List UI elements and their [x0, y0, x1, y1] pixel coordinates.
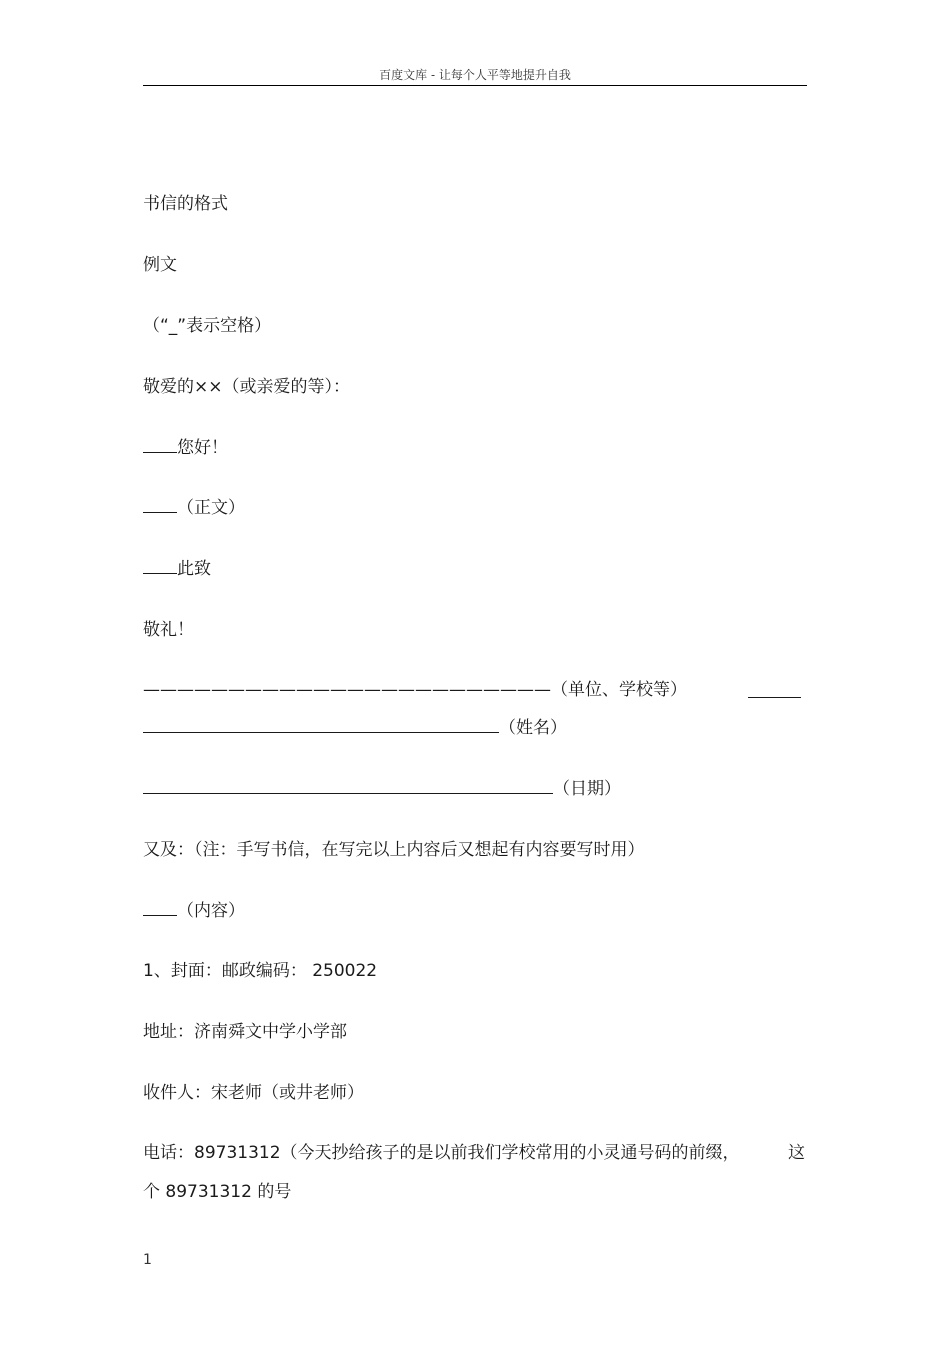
indent-blank: [143, 558, 177, 574]
body-text: （正文）: [177, 498, 245, 518]
indent-blank: [143, 497, 177, 513]
postscript-content-text: （内容）: [177, 901, 245, 921]
signature-unit-line: [143, 679, 687, 701]
signature-date-label: （日期）: [553, 779, 621, 799]
example-label: 例文: [143, 255, 177, 275]
signature-unit-dashes: ————————————————————————: [143, 680, 551, 700]
envelope-address-line: 地址：济南舜文中学小学部: [143, 1022, 347, 1042]
date-blank: [143, 778, 553, 794]
indent-blank: [143, 900, 177, 916]
document-title: 书信的格式: [143, 194, 228, 214]
envelope-phone-continuation: 个 89731312 的号: [143, 1182, 292, 1202]
envelope-postcode-line: 1、封面：邮政编码： 250022: [143, 961, 378, 981]
indent-blank: [143, 437, 177, 453]
body-line: [143, 497, 245, 519]
salutation-line: 敬爱的××（或亲爱的等）：: [143, 377, 350, 397]
signature-date-line: [143, 778, 621, 800]
postscript-line: 又及：（注：手写书信，在写完以上内容后又想起有内容要写时用）: [143, 840, 645, 860]
greeting-line: [143, 437, 228, 459]
closing-line: [143, 558, 211, 580]
closing-text: 此致: [177, 559, 211, 579]
salute-line: 敬礼！: [143, 620, 194, 640]
envelope-phone-tail: 这: [788, 1143, 805, 1163]
signature-name-line: [143, 717, 567, 739]
header-rule: [143, 85, 807, 86]
page-number: 1: [143, 1252, 152, 1268]
signature-trailing-blank: [748, 679, 801, 698]
signature-name-label: （姓名）: [499, 718, 567, 738]
name-blank: [143, 717, 499, 733]
postscript-content-line: [143, 900, 245, 922]
envelope-recipient-line: 收件人：宋老师（或井老师）: [143, 1083, 364, 1103]
page-header: 百度文库 - 让每个人平等地提升自我: [379, 68, 571, 82]
greeting-text: 您好！: [177, 438, 228, 458]
envelope-phone-line: 电话：89731312（今天抄给孩子的是以前我们学校常用的小灵通号码的前缀，: [143, 1143, 740, 1163]
signature-unit-label: （单位、学校等）: [551, 680, 687, 700]
space-legend: （“_”表示空格）: [143, 316, 272, 336]
